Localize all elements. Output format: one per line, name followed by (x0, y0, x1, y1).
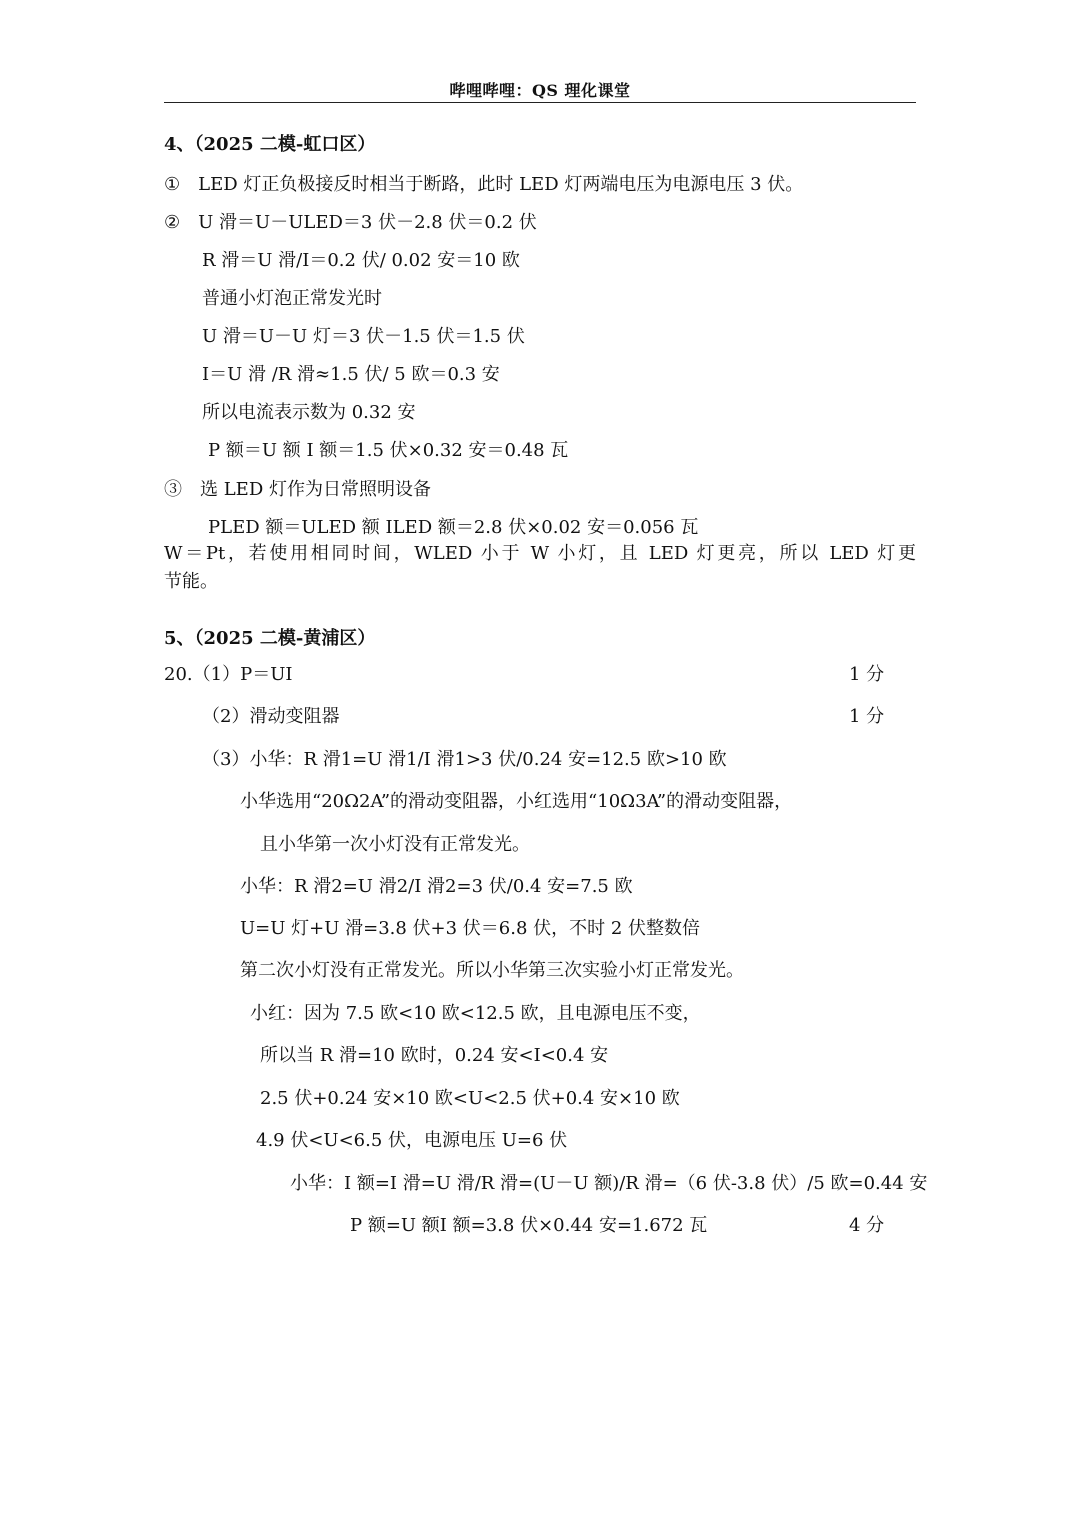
s5-line-13: 小华：I 额=I 滑=U 滑/R 滑=(U－U 额)/R 滑=（6 伏-3.8 伏）/5 欧=0.44 安 (290, 1173, 928, 1194)
score-3: 4 分 (849, 1215, 885, 1236)
s5-line-14: P 额=U 额I 额=3.8 伏×0.44 安=1.672 瓦 (350, 1215, 708, 1236)
s4-line-11: W＝Pt，若使用相同时间，WLED 小于 W 小灯，且 LED 灯更亮，所以 LED 灯更 (164, 543, 916, 564)
s5-line-3: （3）小华：R 滑1=U 滑1/I 滑1>3 伏/0.24 安=12.5 欧>10 欧 (202, 749, 727, 770)
s4-line-6: I＝U 滑 /R 滑≈1.5 伏/ 5 欧＝0.3 安 (202, 364, 500, 385)
s4-line-2: ② U 滑＝U－ULED＝3 伏－2.8 伏＝0.2 伏 (164, 212, 537, 233)
section-5-title: 5、（2025 二模-黄浦区） (164, 628, 376, 649)
s5-line-4: 小华选用“20Ω2A”的滑动变阻器，小红选用“10Ω3A”的滑动变阻器， (240, 791, 793, 812)
s4-line-10: PLED 额＝ULED 额 ILED 额＝2.8 伏×0.02 安＝0.056 瓦 (208, 517, 699, 538)
page-header: 哔哩哔哩：QS 理化课堂 (449, 81, 631, 100)
s4-line-4: 普通小灯泡正常发光时 (202, 288, 382, 309)
s4-line-5: U 滑＝U－U 灯＝3 伏－1.5 伏＝1.5 伏 (202, 326, 525, 347)
section-4-title: 4、（2025 二模-虹口区） (164, 134, 376, 155)
header-rule (164, 102, 916, 103)
s5-line-7: U=U 灯+U 滑=3.8 伏+3 伏＝6.8 伏，不时 2 伏整数倍 (240, 918, 701, 939)
s5-line-9: 小红：因为 7.5 欧<10 欧<12.5 欧，且电源电压不变， (250, 1003, 701, 1024)
s5-line-11: 2.5 伏+0.24 安×10 欧<U<2.5 伏+0.4 安×10 欧 (260, 1088, 680, 1109)
s4-line-8: P 额＝U 额 I 额＝1.5 伏×0.32 安＝0.48 瓦 (208, 440, 569, 461)
s4-line-1: ① LED 灯正负极接反时相当于断路，此时 LED 灯两端电压为电源电压 3 伏。 (164, 174, 804, 195)
score-2: 1 分 (849, 706, 885, 727)
s4-line-9: ③ 选 LED 灯作为日常照明设备 (164, 479, 431, 500)
s5-line-2: （2）滑动变阻器 (202, 706, 340, 727)
s5-line-12: 4.9 伏<U<6.5 伏，电源电压 U=6 伏 (256, 1130, 568, 1151)
s4-line-7: 所以电流表示数为 0.32 安 (202, 402, 416, 423)
s5-line-6: 小华：R 滑2=U 滑2/I 滑2=3 伏/0.4 安=7.5 欧 (240, 876, 633, 897)
s4-line-3: R 滑＝U 滑/I＝0.2 伏/ 0.02 安＝10 欧 (202, 250, 520, 271)
s4-line-12: 节能。 (164, 571, 218, 592)
s5-line-5: 且小华第一次小灯没有正常发光。 (260, 834, 530, 855)
s5-line-8: 第二次小灯没有正常发光。所以小华第三次实验小灯正常发光。 (240, 960, 744, 981)
s5-line-1: 20.（1）P＝UI (164, 664, 293, 685)
score-1: 1 分 (849, 664, 885, 685)
s5-line-10: 所以当 R 滑=10 欧时，0.24 安<I<0.4 安 (260, 1045, 609, 1066)
